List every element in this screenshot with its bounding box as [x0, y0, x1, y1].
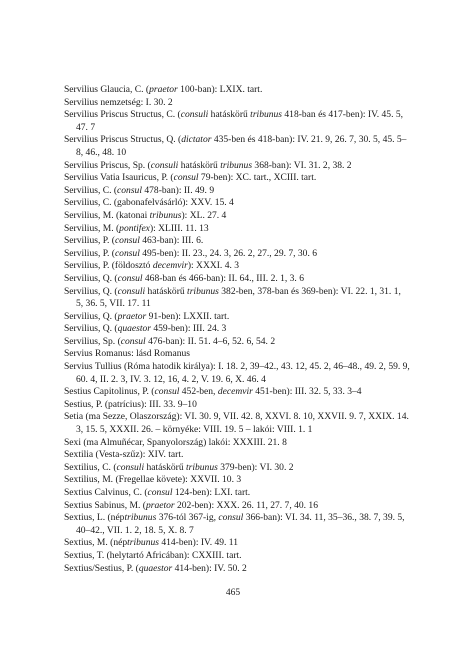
index-entry-text: Servilius Vatia Isauricus, P. (: [64, 172, 174, 184]
index-entry-text: 100-ban): LXIX. tart.: [177, 84, 263, 95]
index-entry-italic-term: quaestor: [117, 323, 151, 335]
index-entry-italic-term: praetor: [149, 84, 178, 95]
index-entry: [64, 386, 410, 399]
index-entry-text: 478-ban): II. 49. 9: [141, 184, 215, 196]
index-entry-italic-term: pontifex: [119, 222, 150, 234]
index-entry: [64, 134, 410, 159]
index-entry-italic-term: decemvir: [217, 386, 253, 398]
index-entry-text: Servilius, Q. (: [64, 285, 118, 297]
index-entry-text: ): XXXI. 4. 3: [187, 260, 240, 272]
index-entry: [64, 500, 410, 513]
index-entry-text: 468-ban és 466-ban): II. 64., III. 2. 1, 3. 6: [142, 272, 304, 284]
index-entry-italic-term: tribunus: [250, 109, 283, 121]
index-entry: [64, 273, 410, 286]
index-entry-text: 418-ban és 417-ben): IV. 45. 5, 47. 7: [76, 109, 404, 133]
index-entry-text: 366-ban): VI. 34. 11, 35–36., 38. 7, 39. 5, 40–42., VII. 1. 2, 18. 5, X. 8. 7: [76, 512, 405, 536]
index-entry-text: Servius Tullius (Róma hatodik királya): I. 18. 2, 39–42., 43. 12, 45. 2, 46–48., 49. 2, 59. 9, 60. 4, II. 2. 3, IV. 3. 12, 16, 4. 2, V. 19. 6, X. 46. 4: [64, 361, 410, 385]
index-entry: [64, 399, 410, 412]
index-entry: [64, 260, 410, 273]
index-entry: [64, 462, 410, 475]
index-entry-text: 124-ben): LXI. tart.: [172, 487, 251, 498]
index-entry: [64, 537, 410, 550]
index-entry-text: 495-ben): II. 23., 24. 3, 26. 2, 27., 29. 7, 30. 6: [139, 247, 318, 259]
index-entry-italic-term: praetor: [117, 310, 147, 322]
index-entry-italic-term: consul: [154, 386, 180, 398]
index-entry-text: hatáskörű: [208, 109, 251, 121]
index-entry-text: Servius Romanus: lásd Romanus: [64, 348, 190, 360]
index-entry-text: Sexi (ma Almuñécar, Spanyolország) lakói: XXXIII. 21. 8: [64, 436, 287, 448]
index-entry: [64, 197, 410, 210]
index-entry-text: Servilius, C. (gabonafelvásárló): XXV. 15. 4: [64, 197, 234, 209]
index-entry-text: Sextius, T. (helytartó Africában): CXXIII. tart.: [64, 549, 242, 561]
index-entry: [64, 563, 410, 576]
index-entry: [64, 235, 410, 248]
index-entry-text: Servilius, P. (földosztó: [64, 260, 153, 272]
index-entry: [64, 223, 410, 236]
index-entry: [64, 109, 410, 134]
index-entry-italic-term: tribunus: [187, 285, 219, 297]
index-entry-italic-term: consul: [147, 487, 173, 498]
index-entry: [64, 512, 410, 537]
index-entry: [64, 84, 410, 97]
index-entry-text: hatáskörű: [145, 285, 188, 297]
index-entry: [64, 97, 410, 110]
index-entry-text: Sextius/Sestius, P. (: [64, 562, 139, 574]
index-entries: [64, 84, 410, 575]
index-entry-italic-term: consuli: [116, 461, 145, 473]
index-entry-text: 79-ben): XC. tart., XCIII. tart.: [198, 172, 317, 184]
index-entry-text: Sextilius, M. (Fregellae követe): XXVII. 10. 3: [64, 474, 242, 486]
index-entry-text: 463-ban): III. 6.: [139, 235, 204, 247]
index-entry-italic-term: decemvir: [152, 260, 188, 272]
index-entry: [64, 185, 410, 198]
index-entry-italic-term: quaestor: [138, 562, 173, 574]
index-entry-italic-term: consul: [218, 512, 244, 524]
index-entry-text: 414-ben): IV. 49. 11: [158, 537, 238, 549]
index-entry-text: 435-ben és 418-ban): IV. 21. 9, 26. 7, 30. 5, 45. 5–8, 46., 48. 10: [76, 134, 407, 158]
index-entry-text: Sextius Calvinus, C. (: [64, 487, 148, 498]
index-entry-italic-term: consuli: [180, 109, 209, 121]
index-entry-italic-term: tribunus: [149, 209, 182, 221]
index-entry: [64, 348, 410, 361]
index-entry-italic-term: consul: [117, 184, 142, 196]
index-entry: [64, 172, 410, 185]
index-entry-text: 382-ben, 378-ban és 369-ben): VI. 22. 1, 31. 1, 5, 36. 5, VII. 17. 11: [76, 285, 401, 310]
index-entry: [64, 336, 410, 349]
index-entry-text: 452-ben,: [179, 386, 218, 398]
index-entry: [64, 248, 410, 261]
index-entry-text: Servilius, Q. (: [64, 323, 118, 335]
index-entry-text: ): XL. 27. 4: [181, 209, 227, 221]
index-entry-text: hatáskörű: [178, 159, 221, 171]
index-entry-text: 476-ban): II. 51. 4–6, 52. 6, 54. 2: [145, 335, 276, 347]
index-entry-text: Servilius Glaucia, C. (: [64, 84, 150, 95]
index-entry-text: Servilius, P. (: [64, 235, 115, 247]
index-entry-text: hatáskörű: [144, 461, 186, 473]
index-entry-text: Setia (ma Sezze, Olaszország): VI. 30. 9, VII. 42. 8, XXVI. 8. 10, XXVII. 9. 7, XXIX. 14. 3, 15. 5, XXXII. 26. – környéke: VIII. 19. 5 – lakói: VIII. 1. 1: [64, 411, 409, 436]
index-entry: [64, 210, 410, 223]
index-entry-text: 459-ben): III. 24. 3: [151, 323, 227, 335]
index-entry-italic-term: consul: [120, 335, 146, 347]
index-entry-text: 451-ben): III. 32. 5, 33. 3–4: [252, 386, 362, 398]
index-entry-italic-term: consul: [114, 247, 140, 259]
index-entry: [64, 160, 410, 173]
page-number: 465: [225, 588, 241, 598]
index-entry-italic-term: consul: [117, 272, 143, 284]
index-entry-text: 91-ben): LXXII. tart.: [146, 310, 230, 322]
index-entry-text: Servilius, Q. (: [64, 272, 118, 284]
index-entry: [64, 311, 410, 324]
index-entry: [64, 286, 410, 311]
index-entry-text: 414-ben): IV. 50. 2: [172, 562, 247, 574]
index-entry-italic-term: tribunus: [124, 512, 157, 524]
index-entry-italic-term: praetor: [145, 499, 175, 511]
index-entry-text: Servilius Priscus Structus, C. (: [64, 109, 181, 121]
index-entry-text: Servilius, M. (katonai: [64, 209, 150, 221]
index-entry: [64, 361, 410, 386]
index-entry: [64, 487, 410, 500]
index-entry-text: Servilius Priscus Structus, Q. (: [64, 134, 182, 146]
index-entry-italic-term: consul: [114, 235, 140, 247]
index-entry-italic-term: tribunus: [185, 461, 218, 473]
index-entry-text: Servilius, Sp. (: [64, 335, 121, 347]
index-entry-italic-term: dictator: [181, 134, 212, 146]
index-entry-text: Sextius, M. (nép: [64, 537, 128, 549]
index-entry-text: Servilius, C. (: [64, 184, 118, 196]
index-entry: [64, 550, 410, 563]
index-entry-text: ): XLIII. 11. 13: [149, 222, 209, 234]
index-entry-italic-term: tribunus: [220, 159, 253, 171]
index-entry: [64, 437, 410, 450]
index-entry-text: Servilius, Q. (: [64, 310, 118, 322]
index-entry-text: Sextilia (Vesta-szűz): XIV. tart.: [64, 449, 184, 461]
index-entry-text: Servilius nemzetség: I. 30. 2: [64, 96, 173, 108]
index-entry-text: 202-ben): XXX. 26. 11, 27. 7, 40. 16: [174, 499, 318, 511]
index-entry-text: Sextius, L. (nép: [64, 512, 125, 524]
index-entry-text: 376-tól 367-ig,: [156, 512, 219, 524]
index-entry: [64, 411, 410, 436]
index-entry-text: 368-ban): VI. 31. 2, 38. 2: [252, 159, 352, 171]
index-entry: [64, 474, 410, 487]
index-entry-italic-term: consul: [173, 172, 199, 184]
index-entry-italic-term: consuli: [150, 159, 179, 171]
index-entry-text: Servilius Priscus, Sp. (: [64, 159, 151, 171]
index-entry-text: 379-ben): VI. 30. 2: [217, 461, 294, 473]
index-entry-text: Servilius, M. (: [64, 222, 120, 234]
index-entry-text: Servilius, P. (: [64, 247, 115, 259]
index-entry-text: Sextilius, C. (: [64, 461, 117, 473]
index-entry-text: Sestius Capitolinus, P. (: [64, 386, 155, 398]
index-entry-text: Sextius Sabinus, M. (: [64, 499, 146, 511]
index-entry-italic-term: consuli: [117, 285, 146, 297]
index-entry: [64, 323, 410, 336]
index-entry-italic-term: tribunus: [127, 537, 159, 549]
index-entry-text: Sestius, P. (patrícius): III. 33. 9–10: [64, 398, 197, 410]
index-entry: [64, 449, 410, 462]
